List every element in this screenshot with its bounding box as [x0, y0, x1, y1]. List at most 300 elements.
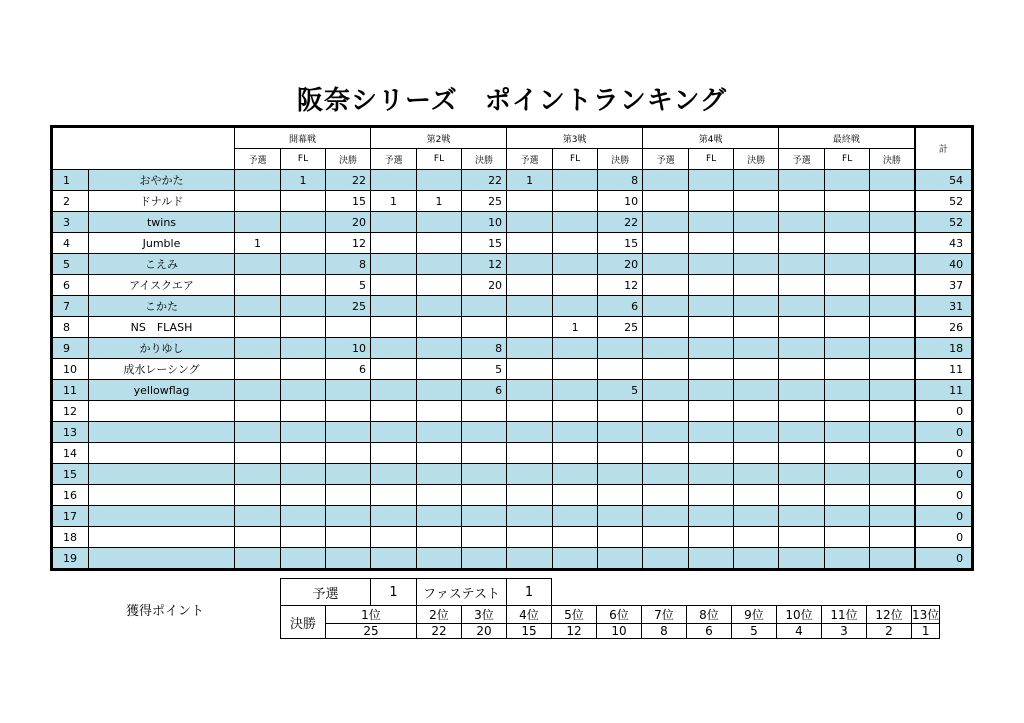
points-cell: [462, 506, 507, 527]
points-cell: [870, 338, 915, 359]
total-header: 計: [915, 128, 972, 170]
rank-cell: 19: [53, 548, 89, 569]
points-cell: [689, 191, 734, 212]
points-cell: [553, 275, 598, 296]
points-cell: 6: [326, 359, 371, 380]
table-row: [53, 191, 972, 212]
points-cell: 1: [371, 191, 417, 212]
points-cell: [462, 422, 507, 443]
points-cell: [371, 212, 417, 233]
final-position: 11位: [822, 606, 867, 624]
table-row: [53, 380, 972, 401]
final-points: 25: [326, 624, 417, 639]
points-cell: [417, 422, 462, 443]
points-cell: [417, 527, 462, 548]
total-cell: 11: [915, 380, 972, 401]
points-cell: [462, 443, 507, 464]
points-cell: 12: [326, 233, 371, 254]
points-cell: [734, 338, 779, 359]
points-cell: [870, 422, 915, 443]
points-cell: [235, 317, 281, 338]
points-cell: [779, 338, 825, 359]
points-cell: [507, 275, 553, 296]
table-row: [53, 527, 972, 548]
points-cell: 15: [598, 233, 643, 254]
team-name-cell: ドナルド: [89, 191, 235, 212]
final-position: 12位: [867, 606, 912, 624]
team-name-cell: [89, 401, 235, 422]
total-cell: 0: [915, 422, 972, 443]
points-cell: [870, 233, 915, 254]
total-cell: 0: [915, 443, 972, 464]
rank-cell: 13: [53, 422, 89, 443]
points-cell: [598, 401, 643, 422]
table-row: [53, 506, 972, 527]
points-cell: [371, 317, 417, 338]
points-cell: [235, 275, 281, 296]
points-cell: [643, 527, 689, 548]
points-cell: [235, 527, 281, 548]
total-cell: 31: [915, 296, 972, 317]
points-cell: [371, 170, 417, 191]
points-cell: [235, 422, 281, 443]
points-cell: [507, 317, 553, 338]
points-cell: [689, 275, 734, 296]
points-cell: [553, 401, 598, 422]
final-position: 10位: [777, 606, 822, 624]
table-row: [53, 464, 972, 485]
points-cell: [689, 527, 734, 548]
points-cell: [371, 233, 417, 254]
points-cell: [870, 254, 915, 275]
points-cell: 10: [326, 338, 371, 359]
table-row: [53, 548, 972, 569]
points-cell: [825, 338, 870, 359]
points-cell: [371, 506, 417, 527]
points-cell: [281, 443, 326, 464]
table-row: [53, 401, 972, 422]
total-cell: 40: [915, 254, 972, 275]
points-cell: [281, 338, 326, 359]
points-cell: [462, 401, 507, 422]
points-cell: [598, 464, 643, 485]
points-cell: [779, 254, 825, 275]
points-cell: [553, 548, 598, 569]
points-cell: [779, 380, 825, 401]
round-header: 開幕戦: [235, 128, 371, 149]
points-cell: 20: [462, 275, 507, 296]
points-cell: [326, 464, 371, 485]
points-cell: [643, 506, 689, 527]
points-cell: 22: [598, 212, 643, 233]
points-cell: [734, 359, 779, 380]
points-cell: [779, 485, 825, 506]
points-cell: [689, 443, 734, 464]
points-cell: [371, 422, 417, 443]
final-points: 12: [552, 624, 597, 639]
points-cell: [825, 191, 870, 212]
points-cell: [689, 485, 734, 506]
points-cell: [870, 296, 915, 317]
points-cell: [734, 275, 779, 296]
points-cell: [779, 464, 825, 485]
points-cell: [281, 233, 326, 254]
points-cell: [689, 296, 734, 317]
points-cell: [507, 212, 553, 233]
points-cell: [371, 380, 417, 401]
points-cell: [462, 464, 507, 485]
team-name-cell: [89, 443, 235, 464]
points-cell: [598, 443, 643, 464]
points-cell: [281, 275, 326, 296]
points-cell: [553, 233, 598, 254]
points-cell: [598, 548, 643, 569]
sub-header: FL: [825, 149, 870, 170]
points-cell: 12: [462, 254, 507, 275]
points-cell: [734, 464, 779, 485]
points-cell: [371, 359, 417, 380]
points-cell: [643, 191, 689, 212]
points-cell: [643, 443, 689, 464]
points-cell: [779, 401, 825, 422]
points-cell: [825, 380, 870, 401]
points-cell: [825, 359, 870, 380]
points-cell: [870, 548, 915, 569]
points-cell: [553, 254, 598, 275]
points-cell: [417, 212, 462, 233]
team-name-cell: [89, 527, 235, 548]
points-cell: 10: [462, 212, 507, 233]
final-position: 3位: [462, 606, 507, 624]
sub-header: 予選: [507, 149, 553, 170]
points-cell: [643, 233, 689, 254]
points-cell: 1: [553, 317, 598, 338]
points-cell: [643, 338, 689, 359]
points-cell: [553, 443, 598, 464]
sub-header: 予選: [779, 149, 825, 170]
points-cell: [417, 443, 462, 464]
points-cell: [417, 506, 462, 527]
points-cell: [281, 317, 326, 338]
sub-header: 予選: [235, 149, 281, 170]
points-cell: [507, 506, 553, 527]
table-row: [53, 443, 972, 464]
table-row: [53, 317, 972, 338]
points-cell: [462, 548, 507, 569]
points-cell: [417, 548, 462, 569]
points-cell: 8: [462, 338, 507, 359]
points-cell: [734, 191, 779, 212]
points-cell: 22: [462, 170, 507, 191]
sub-header: 決勝: [734, 149, 779, 170]
points-cell: [870, 191, 915, 212]
points-cell: [417, 317, 462, 338]
points-cell: 15: [462, 233, 507, 254]
points-cell: [643, 485, 689, 506]
points-cell: [553, 296, 598, 317]
table-row: [53, 254, 972, 275]
final-points: 5: [732, 624, 777, 639]
points-cell: [281, 485, 326, 506]
points-cell: [281, 464, 326, 485]
points-cell: [689, 338, 734, 359]
rank-cell: 3: [53, 212, 89, 233]
points-cell: [643, 422, 689, 443]
rank-cell: 18: [53, 527, 89, 548]
points-cell: [779, 527, 825, 548]
final-points: 6: [687, 624, 732, 639]
points-cell: [643, 170, 689, 191]
team-name-cell: twins: [89, 212, 235, 233]
points-cell: [507, 401, 553, 422]
points-cell: [779, 275, 825, 296]
points-cell: 25: [462, 191, 507, 212]
rank-cell: 10: [53, 359, 89, 380]
rank-cell: 16: [53, 485, 89, 506]
points-cell: [462, 485, 507, 506]
points-cell: [553, 212, 598, 233]
points-cell: [870, 464, 915, 485]
team-name-cell: [89, 548, 235, 569]
total-cell: 37: [915, 275, 972, 296]
points-cell: [825, 548, 870, 569]
points-cell: [507, 527, 553, 548]
sub-header: 予選: [371, 149, 417, 170]
table-row: [53, 170, 972, 191]
points-cell: [281, 296, 326, 317]
points-cell: [235, 401, 281, 422]
sub-header: 決勝: [462, 149, 507, 170]
points-cell: 6: [462, 380, 507, 401]
final-position: 7位: [642, 606, 687, 624]
points-cell: [734, 296, 779, 317]
points-cell: [779, 548, 825, 569]
header-blank: [53, 128, 235, 170]
points-cell: [235, 485, 281, 506]
points-cell: [553, 191, 598, 212]
points-cell: [417, 401, 462, 422]
points-cell: [326, 485, 371, 506]
points-cell: [326, 506, 371, 527]
sub-header: FL: [689, 149, 734, 170]
points-cell: [689, 401, 734, 422]
total-cell: 0: [915, 506, 972, 527]
team-name-cell: yellowflag: [89, 380, 235, 401]
team-name-cell: こかた: [89, 296, 235, 317]
points-cell: [598, 506, 643, 527]
points-cell: 25: [598, 317, 643, 338]
points-cell: [462, 296, 507, 317]
points-cell: [734, 548, 779, 569]
points-cell: [734, 506, 779, 527]
points-cell: [870, 275, 915, 296]
points-cell: 5: [598, 380, 643, 401]
rank-cell: 1: [53, 170, 89, 191]
points-cell: [507, 191, 553, 212]
table-row: [53, 275, 972, 296]
total-cell: 11: [915, 359, 972, 380]
points-cell: [689, 212, 734, 233]
points-cell: [825, 275, 870, 296]
points-cell: [643, 212, 689, 233]
points-cell: [734, 380, 779, 401]
points-cell: [779, 359, 825, 380]
points-cell: [825, 170, 870, 191]
points-cell: [553, 422, 598, 443]
points-cell: [598, 338, 643, 359]
rank-cell: 17: [53, 506, 89, 527]
points-cell: [417, 464, 462, 485]
points-cell: [507, 443, 553, 464]
points-cell: [553, 359, 598, 380]
points-cell: [462, 317, 507, 338]
points-cell: [235, 464, 281, 485]
points-cell: [235, 170, 281, 191]
points-cell: [734, 170, 779, 191]
points-cell: [870, 443, 915, 464]
points-cell: [417, 170, 462, 191]
points-cell: 8: [598, 170, 643, 191]
points-cell: [689, 317, 734, 338]
rank-cell: 14: [53, 443, 89, 464]
points-cell: [779, 212, 825, 233]
team-name-cell: おやかた: [89, 170, 235, 191]
points-cell: 15: [326, 191, 371, 212]
final-points: 10: [597, 624, 642, 639]
ranking-table: [52, 127, 972, 569]
points-cell: [870, 317, 915, 338]
points-cell: [235, 191, 281, 212]
points-cell: [825, 443, 870, 464]
team-name-cell: NS FLASH: [89, 317, 235, 338]
points-cell: [507, 422, 553, 443]
points-cell: [779, 317, 825, 338]
points-cell: [734, 527, 779, 548]
page-title: 阪奈シリーズ ポイントランキング: [297, 86, 727, 116]
points-cell: [553, 170, 598, 191]
total-cell: 18: [915, 338, 972, 359]
table-row: [53, 422, 972, 443]
points-cell: 20: [598, 254, 643, 275]
points-cell: [825, 485, 870, 506]
final-points: 3: [822, 624, 867, 639]
points-cell: [371, 527, 417, 548]
points-cell: [371, 254, 417, 275]
points-cell: [281, 527, 326, 548]
points-cell: [553, 527, 598, 548]
final-points: 8: [642, 624, 687, 639]
points-cell: [689, 233, 734, 254]
points-cell: 1: [507, 170, 553, 191]
points-cell: [507, 548, 553, 569]
points-cell: [870, 170, 915, 191]
total-cell: 0: [915, 548, 972, 569]
points-cell: [643, 359, 689, 380]
points-cell: [326, 422, 371, 443]
points-cell: [825, 422, 870, 443]
points-cell: [643, 380, 689, 401]
points-cell: [326, 380, 371, 401]
points-cell: [825, 317, 870, 338]
total-cell: 0: [915, 464, 972, 485]
team-name-cell: [89, 422, 235, 443]
points-cell: [281, 191, 326, 212]
points-cell: 5: [462, 359, 507, 380]
points-cell: [643, 317, 689, 338]
points-cell: [779, 506, 825, 527]
points-cell: [417, 233, 462, 254]
fastest-label: ファステスト: [417, 579, 507, 606]
points-cell: [281, 422, 326, 443]
points-cell: [598, 485, 643, 506]
points-cell: [507, 254, 553, 275]
points-cell: [281, 254, 326, 275]
total-cell: 54: [915, 170, 972, 191]
team-name-cell: かりゆし: [89, 338, 235, 359]
rank-cell: 6: [53, 275, 89, 296]
final-points: 15: [507, 624, 552, 639]
fastest-value: 1: [507, 579, 552, 606]
points-cell: [689, 380, 734, 401]
final-position: 5位: [552, 606, 597, 624]
rank-cell: 15: [53, 464, 89, 485]
rank-cell: 2: [53, 191, 89, 212]
points-cell: [507, 380, 553, 401]
total-cell: 52: [915, 212, 972, 233]
points-cell: 1: [235, 233, 281, 254]
points-cell: [779, 170, 825, 191]
points-cell: [371, 464, 417, 485]
points-cell: [507, 296, 553, 317]
points-cell: [825, 212, 870, 233]
points-cell: [643, 275, 689, 296]
table-row: [53, 212, 972, 233]
points-cell: [689, 170, 734, 191]
points-cell: [281, 506, 326, 527]
team-name-cell: Jumble: [89, 233, 235, 254]
team-name-cell: アイスクエア: [89, 275, 235, 296]
final-points: 20: [462, 624, 507, 639]
points-cell: 8: [326, 254, 371, 275]
points-cell: [553, 485, 598, 506]
points-cell: [870, 359, 915, 380]
points-cell: [371, 338, 417, 359]
points-cell: [598, 422, 643, 443]
points-cell: [825, 254, 870, 275]
total-cell: 52: [915, 191, 972, 212]
points-cell: [779, 443, 825, 464]
points-cell: [371, 485, 417, 506]
points-cell: [825, 401, 870, 422]
sub-header: 予選: [643, 149, 689, 170]
points-cell: [825, 527, 870, 548]
points-cell: [689, 359, 734, 380]
points-cell: [507, 485, 553, 506]
points-cell: [462, 527, 507, 548]
points-cell: [507, 233, 553, 254]
points-cell: [734, 254, 779, 275]
total-cell: 0: [915, 485, 972, 506]
points-cell: [371, 401, 417, 422]
round-header: 最終戦: [779, 128, 915, 149]
points-cell: [643, 464, 689, 485]
points-cell: [507, 359, 553, 380]
points-cell: [281, 212, 326, 233]
points-cell: [870, 485, 915, 506]
points-cell: [417, 485, 462, 506]
sub-header: 決勝: [326, 149, 371, 170]
table-row: [53, 296, 972, 317]
